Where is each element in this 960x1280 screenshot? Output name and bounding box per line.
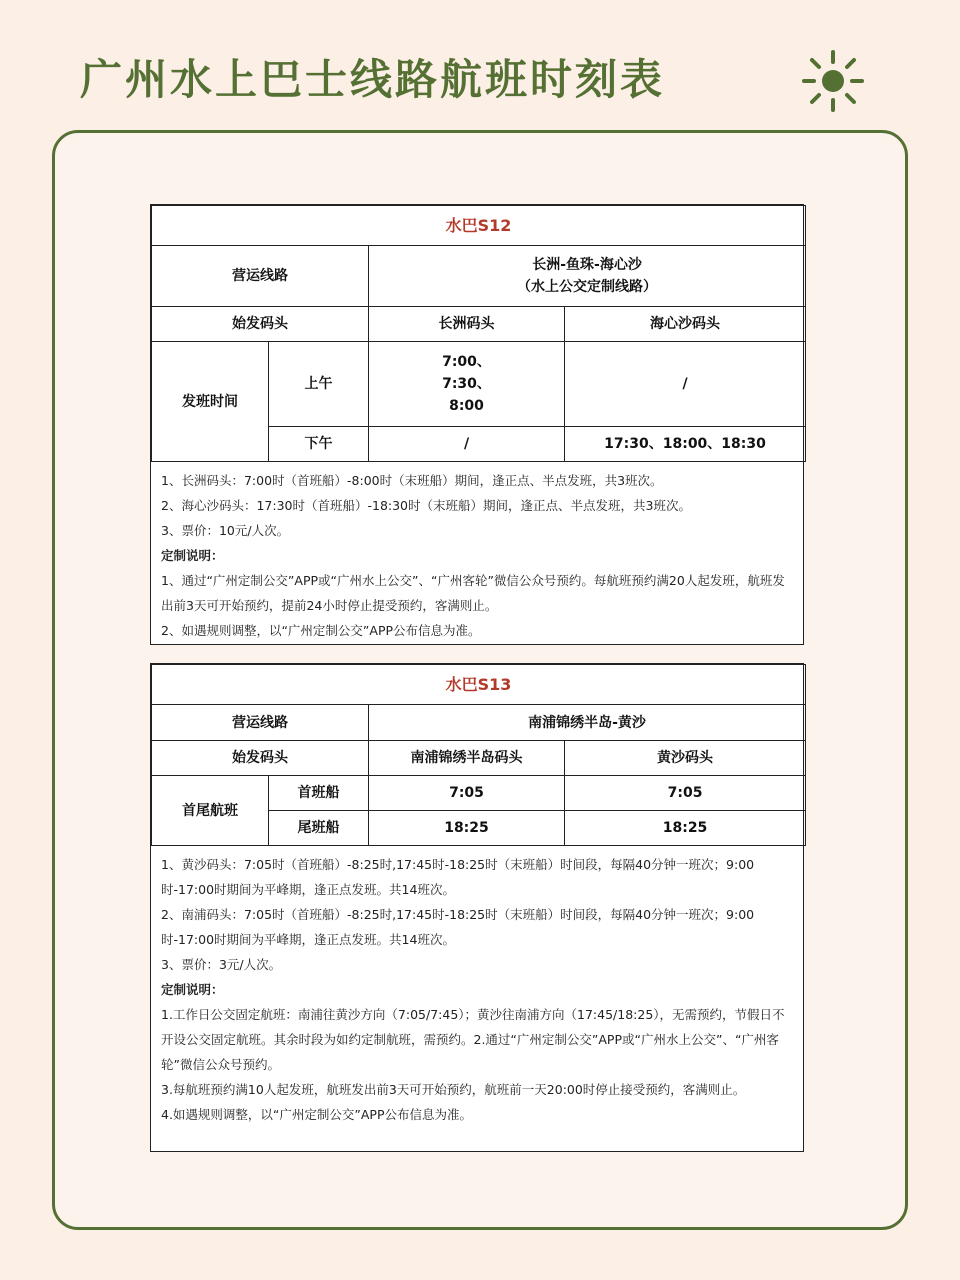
- s13-custom-note: 4.如遇规则调整，以“广州定制公交”APP公布信息为准。: [161, 1107, 473, 1122]
- s13-route-label: 营运线路: [152, 705, 369, 741]
- s12-origin-label: 始发码头: [152, 307, 369, 342]
- s13-last-a: 18:25: [369, 811, 565, 846]
- s12-pm-label: 下午: [269, 427, 369, 462]
- s12-route-label: 营运线路: [152, 246, 369, 307]
- s13-first-b: 7:05: [565, 776, 806, 811]
- s12-custom-note: 2、如遇规则调整，以“广州定制公交”APP公布信息为准。: [161, 623, 481, 638]
- s13-note: 1、黄沙码头：7:05时（首班船）-8:25时,17:45时-18:25时（末班船）时间段，每隔40分钟一班次；9:00时-17:00时期间为平峰期，逢正点发班。共14班次。: [161, 857, 755, 897]
- s12-notes: [151, 462, 803, 649]
- s13-last-b: 18:25: [565, 811, 806, 846]
- s13-timetable: [150, 663, 804, 1152]
- s13-notes: [151, 846, 803, 1133]
- s13-firstlast-label: 首尾航班: [152, 776, 269, 846]
- s12-note: 1、长洲码头：7:00时（首班船）-8:00时（末班船）期间，逢正点、半点发班，共3班次。: [161, 473, 663, 488]
- s13-origin-b: 黄沙码头: [565, 741, 806, 776]
- s13-custom-note: 1.工作日公交固定航班：南浦往黄沙方向（7:05/7:45）；黄沙往南浦方向（17:45/18:25），无需预约，节假日不开设公交固定航班。其余时段为如约定制航班，需预约。2.通过“广州定制公交”APP或“广州水上公交”、“广州客轮”微信公众号预约。: [161, 1007, 785, 1072]
- s13-first-label: 首班船: [269, 776, 369, 811]
- s12-custom-note: 1、通过“广州定制公交”APP或“广州水上公交”、“广州客轮”微信公众号预约。每航班预约满20人起发班，航班发出前3天可开始预约，提前24小时停止提受预约，客满则止。: [161, 573, 785, 613]
- s12-note: 2、海心沙码头：17:30时（首班船）-18:30时（末班船）期间，逢正点、半点发班，共3班次。: [161, 498, 691, 513]
- s13-origin-a: 南浦锦绣半岛码头: [369, 741, 565, 776]
- s12-timetable: [150, 204, 804, 645]
- page-title: 广州水上巴士线路航班时刻表: [80, 55, 666, 104]
- s13-custom-note: 3.每航班预约满10人起发班，航班发出前3天可开始预约，航班前一天20:00时停止接受预约，客满则止。: [161, 1082, 746, 1097]
- s12-pm-b: 17:30、18:00、18:30: [565, 427, 806, 462]
- s12-pm-a: /: [369, 427, 565, 462]
- s12-title: 水巴S12: [152, 206, 806, 246]
- s13-custom-label: 定制说明：: [161, 982, 224, 997]
- s12-depart-label: 发班时间: [152, 342, 269, 462]
- s13-title: 水巴S13: [152, 665, 806, 705]
- s13-first-a: 7:05: [369, 776, 565, 811]
- s12-origin-a: 长洲码头: [369, 307, 565, 342]
- s12-custom-label: 定制说明：: [161, 548, 224, 563]
- s13-last-label: 尾班船: [269, 811, 369, 846]
- s12-note: 3、票价：10元/人次。: [161, 523, 290, 538]
- s13-origin-label: 始发码头: [152, 741, 369, 776]
- s13-note: 2、南浦码头：7:05时（首班船）-8:25时,17:45时-18:25时（末班船）时间段，每隔40分钟一班次；9:00时-17:00时期间为平峰期，逢正点发班。共14班次。: [161, 907, 755, 947]
- sun-icon: [800, 48, 866, 114]
- s12-origin-b: 海心沙码头: [565, 307, 806, 342]
- s12-am-label: 上午: [269, 342, 369, 427]
- s12-route: 长洲-鱼珠-海心沙 （水上公交定制线路）: [369, 246, 806, 307]
- s13-note: 3、票价：3元/人次。: [161, 957, 282, 972]
- s12-am-a: 7:00、 7:30、 8:00: [369, 342, 565, 427]
- s13-route: 南浦锦绣半岛-黄沙: [369, 705, 806, 741]
- s12-am-b: /: [565, 342, 806, 427]
